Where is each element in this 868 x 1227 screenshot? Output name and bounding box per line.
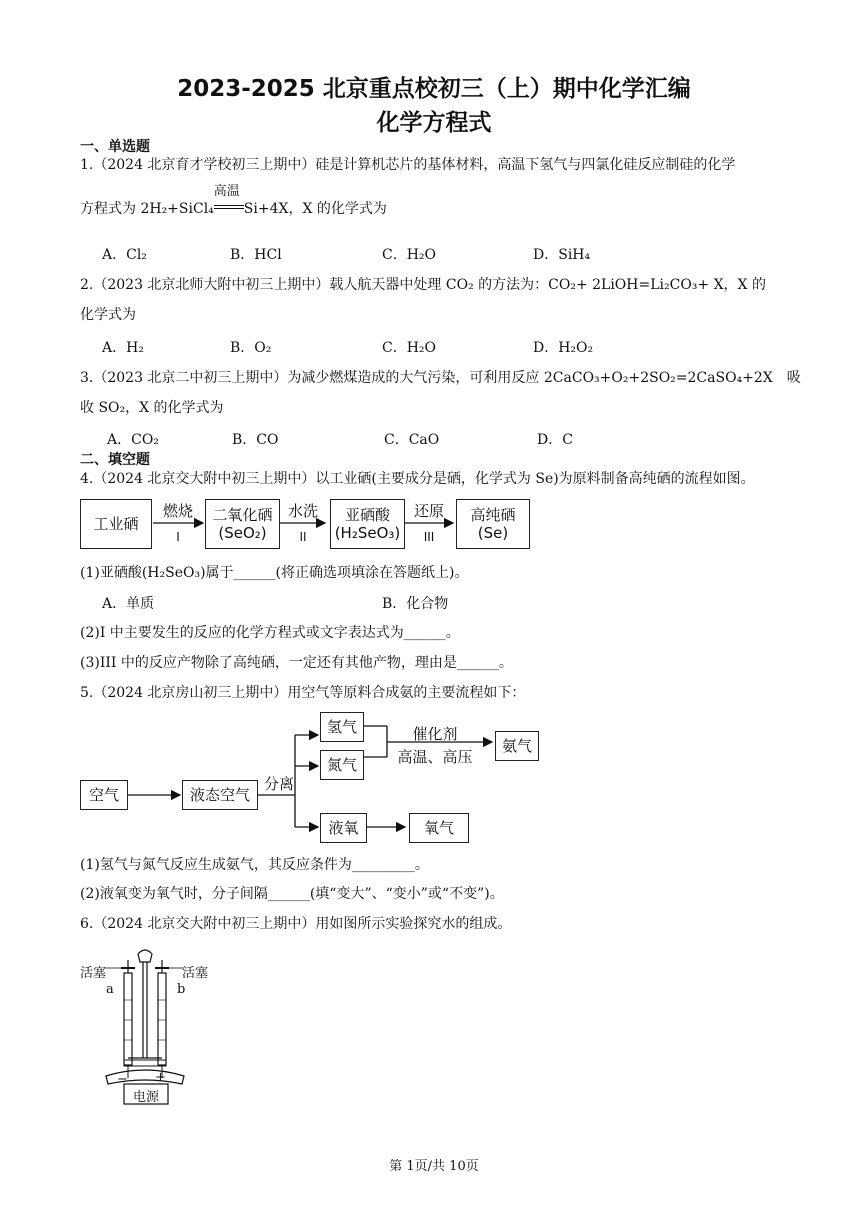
q4-step3-number: III: [423, 530, 435, 544]
q4-part2: (2)I 中主要发生的反应的化学方程式或文字表达式为______。: [80, 625, 460, 641]
q4-box4-name: 高纯硒: [470, 506, 516, 524]
q3-option-b[interactable]: B．CO: [232, 432, 279, 448]
q4-step1-number: I: [176, 530, 180, 544]
q1-option-b[interactable]: B．HCl: [230, 247, 282, 263]
q6-negative-terminal: −: [117, 1072, 128, 1087]
q6-right-valve-label: 活塞: [182, 966, 209, 981]
q1-option-d[interactable]: D．SiH₄: [533, 247, 591, 263]
q5-stem: 5.（2024 北京房山初三上期中）用空气等原料合成氨的主要流程如下：: [80, 685, 526, 701]
q4-part1-option-a[interactable]: A．单质: [102, 596, 155, 612]
q5-box-hydrogen: 氢气: [320, 712, 364, 742]
q2-stem-line1: 2.（2023 北京北师大附中初三上期中）载人航天器中处理 CO₂ 的方法为：CO₂+ 2LiOH=Li₂CO₃+ X，X 的: [80, 277, 766, 293]
q4-stem: 4.（2024 北京交大附中初三上期中）以工业硒(主要成分是硒，化学式为 Se)为原料制备高纯硒的流程如图。: [80, 471, 755, 487]
q4-box2-name: 二氧化硒: [212, 506, 273, 524]
q3-stem-line2: 收 SO₂，X 的化学式为: [80, 400, 224, 416]
q5-box-air: 空气: [80, 780, 128, 810]
q5-condition-label: 高温、高压: [397, 748, 473, 766]
q2-option-d[interactable]: D．H₂O₂: [533, 340, 594, 356]
q1-equation-left: 方程式为 2H₂+SiCl₄: [80, 201, 214, 217]
q5-box-nitrogen: 氮气: [320, 750, 364, 780]
q3-option-c[interactable]: C．CaO: [384, 432, 440, 448]
q2-stem-line2: 化学式为: [80, 307, 136, 323]
q4-part3: (3)III 中的反应产物除了高纯硒，一定还有其他产物，理由是______。: [80, 655, 513, 671]
q4-box-high-purity-selenium: [456, 499, 530, 549]
q2-option-a[interactable]: A．H₂: [102, 340, 144, 356]
q5-flow-arrows: [80, 705, 550, 845]
q6-tube-a-label: a: [106, 982, 114, 997]
q1-reaction-condition: [213, 184, 244, 219]
q4-box-raw-selenium: 工业硒: [80, 499, 152, 549]
q5-box-oxygen: 氧气: [409, 813, 469, 843]
q5-separate-label: 分离: [263, 775, 294, 793]
section-heading-fill-in: 二、填空题: [80, 452, 150, 468]
q1-equation-right: Si+4X，X 的化学式为: [243, 201, 387, 217]
q6-stem: 6.（2024 北京交大附中初三上期中）用如图所示实验探究水的组成。: [80, 916, 512, 932]
q4-box-selenium-dioxide: [205, 499, 280, 549]
q4-box2-formula: (SeO₂): [218, 524, 267, 542]
q4-box4-formula: (Se): [477, 524, 509, 542]
section-heading-single-choice: 一、单选题: [80, 139, 150, 155]
page-number: 第 1页/共 10页: [389, 1159, 479, 1174]
q1-option-a[interactable]: A．Cl₂: [102, 247, 147, 263]
q3-option-d[interactable]: D．C: [537, 432, 573, 448]
q5-part1: (1)氢气与氮气反应生成氨气，其反应条件为_________。: [80, 857, 429, 873]
q4-step1-label: 燃烧: [162, 502, 193, 520]
q4-box-selenous-acid: [330, 499, 405, 549]
q6-power-supply-label: 电源: [132, 1090, 159, 1105]
q6-positive-terminal: +: [155, 1070, 166, 1085]
q2-option-b[interactable]: B．O₂: [230, 340, 272, 356]
q1-stem-line1: 1.（2024 北京育才学校初三上期中）硅是计算机芯片的基体材料，高温下氢气与四氯化硅反应制硅的化学: [80, 157, 736, 173]
q4-part1-option-b[interactable]: B．化合物: [382, 596, 449, 612]
q5-box-liquid-air: 液态空气: [182, 780, 258, 810]
q4-step2-label: 水洗: [287, 502, 318, 520]
q2-option-c[interactable]: C．H₂O: [382, 340, 437, 356]
q4-step3-label: 还原: [413, 502, 444, 520]
q4-step2-number: II: [299, 530, 307, 544]
q5-box-liquid-oxygen: 液氧: [320, 813, 367, 843]
q3-option-a[interactable]: A．CO₂: [107, 432, 159, 448]
q1-stem-line2: [80, 184, 387, 219]
page-subtitle: 化学方程式: [376, 110, 492, 136]
q6-tube-b-label: b: [177, 982, 186, 997]
q4-part1: (1)亚硒酸(H₂SeO₃)属于______(将正确选项填涂在答题纸上)。: [80, 565, 469, 581]
q1-option-c[interactable]: C．H₂O: [382, 247, 437, 263]
q1-condition-label: 高温: [213, 184, 240, 199]
page-title: 2023-2025 北京重点校初三（上）期中化学汇编: [177, 76, 691, 102]
q6-left-valve-label: 活塞: [80, 966, 107, 981]
q5-part2: (2)液氧变为氧气时，分子间隔______(填“变大”、“变小”或“不变”)。: [80, 886, 504, 902]
q4-box3-name: 亚硒酸: [344, 506, 390, 524]
q5-catalyst-label: 催化剂: [412, 725, 458, 743]
q5-box-ammonia: 氨气: [495, 731, 539, 761]
q3-stem-line1: 3.（2023 北京二中初三上期中）为减少燃煤造成的大气污染，可利用反应 2CaCO₃+O₂+2SO₂=2CaSO₄+2X 吸: [80, 370, 801, 386]
q4-box3-formula: (H₂SeO₃): [334, 524, 401, 542]
